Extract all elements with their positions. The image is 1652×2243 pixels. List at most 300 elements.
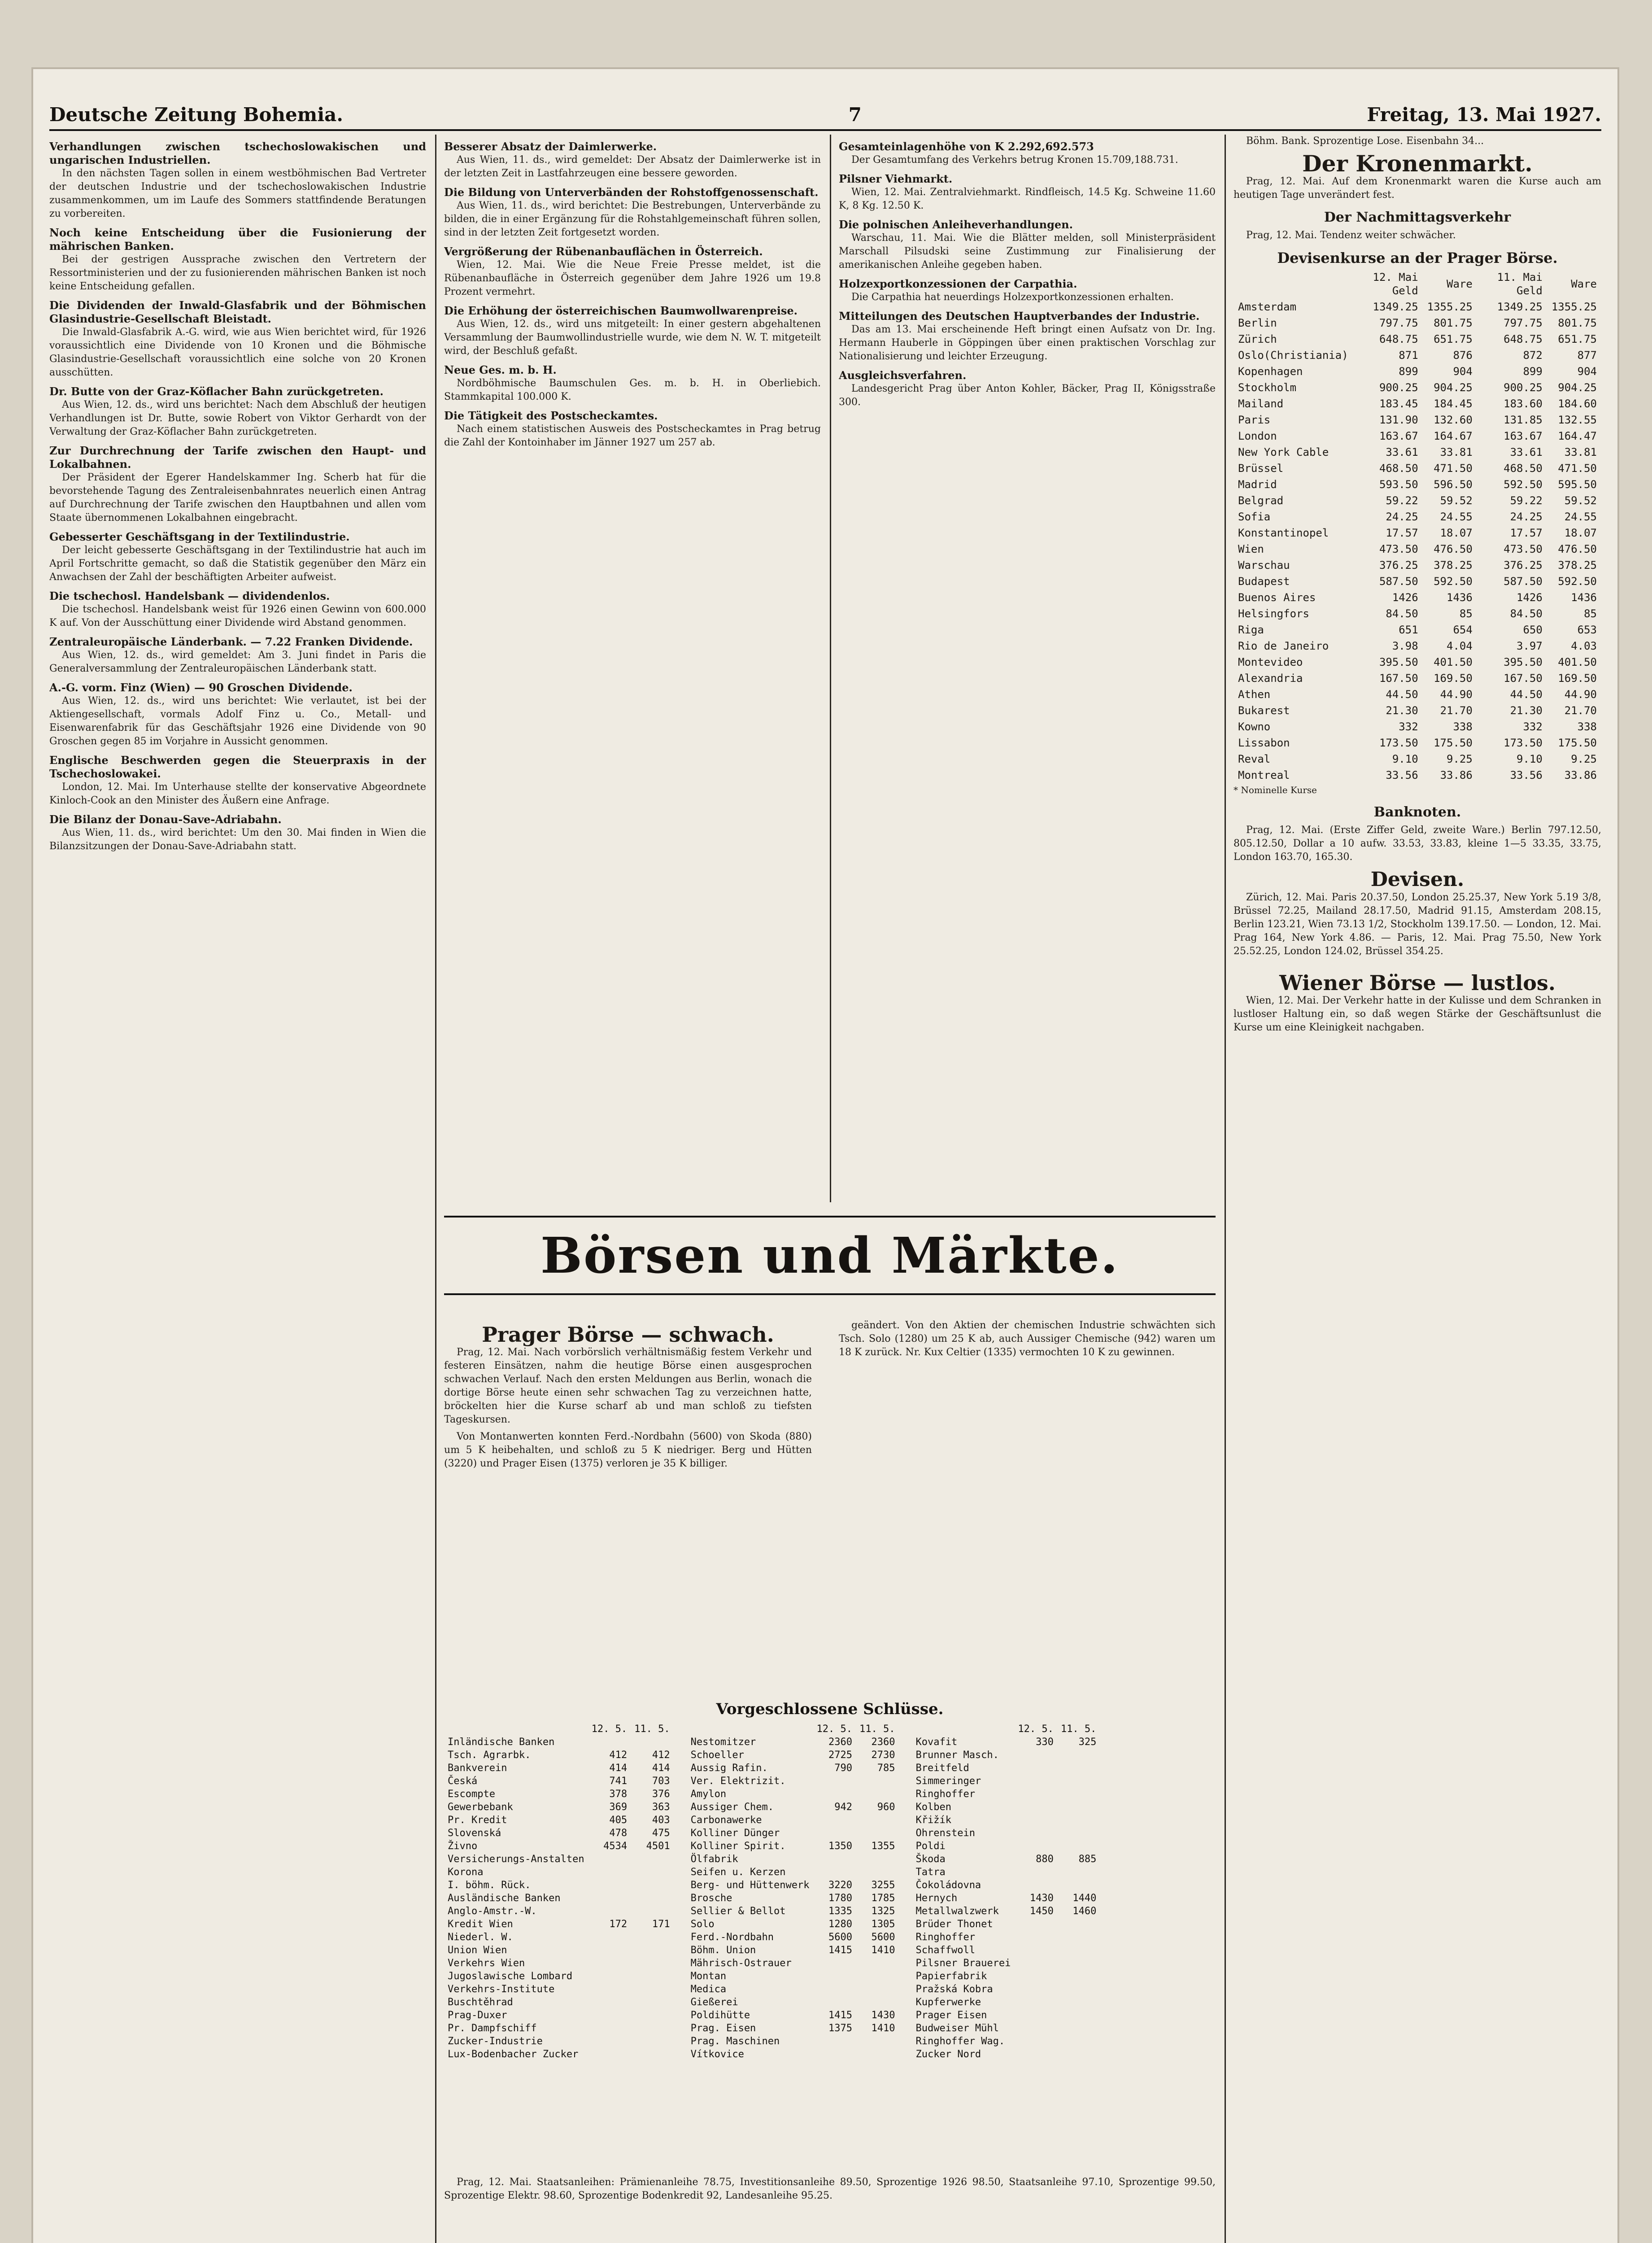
security-name: Tsch. Agrarbk. (448, 1750, 531, 1761)
fx-value: 167.50 (1379, 672, 1418, 685)
column-rule (830, 135, 831, 1202)
fx-value: 33.61 (1386, 446, 1418, 458)
security-price (1057, 1996, 1100, 2009)
sch-row (444, 1983, 674, 1996)
fx-value: 651.75 (1434, 333, 1473, 345)
fx-value: 59.52 (1440, 494, 1473, 507)
security-name: Brosche (690, 1893, 732, 1904)
fx-value: 3.97 (1517, 640, 1543, 652)
fx-value: 592.50 (1434, 575, 1473, 588)
fx-city: Oslo(Christiania) (1238, 349, 1348, 362)
article-heading: Die Tätigkeit des Postscheckamtes. (444, 409, 658, 422)
fx-row (1234, 557, 1601, 573)
fx-row (1234, 331, 1601, 347)
sch-row (912, 1749, 1100, 1762)
article-text: Aus Wien, 12. ds., wird uns berichtet: Wie verlautet, ist bei der Aktiengesellschaft, vormals Adolf Finz u. Co., Metall- und Eisenwarenfabrik für das Geschäftsjahr 1926 eine Dividende von 90 Groschen gegen 85 im Vorjahre in Aussicht genommen. (49, 695, 426, 747)
fx-value: 132.55 (1558, 414, 1597, 426)
security-price: 1450 (1029, 1906, 1054, 1917)
sch-row (444, 1749, 674, 1762)
sch-row (912, 2048, 1100, 2061)
security-name: Škoda (915, 1854, 946, 1865)
fx-city: Zürich (1238, 333, 1277, 345)
security-price (631, 1970, 673, 1983)
fx-value: 801.75 (1558, 317, 1597, 329)
security-price (1014, 2035, 1057, 2048)
security-price (1057, 2022, 1100, 2035)
security-price (588, 1736, 631, 1749)
page-header (49, 85, 1601, 131)
security-name: Mährisch-Ostrauer (690, 1958, 792, 1969)
security-price (1057, 1957, 1100, 1970)
article-text: Das am 13. Mai erscheinende Heft bringt einen Aufsatz von Dr. Ing. Hermann Hauberle in Göppingen über einen praktischen Vorschlag zur Nationalisierung und leichter Erzeugung. (839, 324, 1216, 362)
fx-value: 378.25 (1434, 559, 1473, 572)
article-heading: Die polnischen Anleiheverhandlungen. (839, 218, 1073, 231)
security-name: Křižík (915, 1815, 951, 1826)
security-price (856, 1814, 898, 1827)
security-price (1014, 1801, 1057, 1814)
fx-row (1234, 622, 1601, 638)
security-price: 363 (652, 1802, 670, 1813)
fx-value: 473.50 (1504, 543, 1543, 555)
fx-city: Montevideo (1238, 656, 1303, 668)
security-name: Prag-Duxer (448, 2010, 507, 2021)
article-heading: Noch keine Entscheidung über die Fusionierung der mährischen Banken. (49, 226, 426, 253)
fx-value: 33.61 (1510, 446, 1543, 458)
fx-value: 648.75 (1504, 333, 1543, 345)
fx-value: 85 (1459, 607, 1473, 620)
fx-value: 173.50 (1379, 737, 1418, 749)
sch-col-header: 11. 5. (634, 1724, 670, 1735)
masthead: Deutsche Zeitung Bohemia. (49, 104, 343, 126)
security-name: Kredit Wien (448, 1919, 513, 1930)
security-price (1014, 2048, 1057, 2061)
devisen-heading: Devisen. (1370, 868, 1465, 891)
security-price: 330 (1036, 1737, 1054, 1748)
sch-row (444, 2035, 674, 2048)
fx-value: 169.50 (1558, 672, 1597, 685)
article-text: Wien, 12. Mai. Zentralviehmarkt. Rindfleisch, 14.5 Kg. Schweine 11.60 K, 8 Kg. 12.50 K. (839, 187, 1216, 211)
security-price (631, 1944, 673, 1957)
security-name: Pilsner Brauerei (915, 1958, 1011, 1969)
fx-value: 871 (1399, 349, 1418, 362)
security-price (588, 2009, 631, 2022)
fx-col-header: 12. Mai Geld (1373, 271, 1418, 297)
fx-city: Stockholm (1238, 381, 1297, 394)
security-price: 369 (609, 1802, 628, 1813)
fx-city: New York Cable (1238, 446, 1329, 458)
article-column-3 (839, 135, 1216, 1202)
prager-heading: Prager Börse — schwach. (482, 1322, 774, 1347)
fx-city: Kowno (1238, 720, 1271, 733)
security-price: 378 (609, 1789, 628, 1800)
fx-value: 376.25 (1379, 559, 1418, 572)
security-price (1014, 1814, 1057, 1827)
security-price (631, 1879, 673, 1892)
fx-value: 184.45 (1434, 397, 1473, 410)
security-name: Brunner Masch. (915, 1750, 999, 1761)
fx-value: 18.07 (1440, 527, 1473, 539)
sch-col-header: 11. 5. (859, 1724, 895, 1735)
fx-value: 44.50 (1510, 688, 1543, 701)
security-name: Brüder Thonet (915, 1919, 993, 1930)
fx-value: 1349.25 (1497, 301, 1543, 313)
fx-value: 338 (1577, 720, 1597, 733)
security-price: 2725 (828, 1750, 852, 1761)
fx-value: 468.50 (1504, 462, 1543, 475)
sch-row (687, 1827, 899, 1840)
security-price (813, 1814, 856, 1827)
sch-row (912, 1879, 1100, 1892)
fx-value: 4.03 (1571, 640, 1597, 652)
security-name: Zucker-Industrie (448, 2036, 543, 2047)
fx-city: Athen (1238, 688, 1271, 701)
security-price: 412 (609, 1750, 628, 1761)
security-price (588, 1931, 631, 1944)
fx-row (1234, 686, 1601, 703)
article-heading: Zur Durchrechnung der Tarife zwischen den Haupt- und Lokalbahnen. (49, 444, 426, 471)
security-price (1057, 1762, 1100, 1775)
article-text: Bei der gestrigen Aussprache zwischen den Vertretern der Ressortministerien und der zu fusionierenden mährischen Banken ist noch keine Entscheidung gefallen. (49, 254, 426, 292)
security-name: Ver. Elektrizit. (690, 1776, 786, 1787)
security-name: Böhm. Union (690, 1945, 756, 1956)
prager-boerse-continued (839, 1319, 1216, 1687)
security-price: 1460 (1072, 1906, 1097, 1917)
security-price: 1780 (828, 1893, 852, 1904)
prager-text-1: Prag, 12. Mai. Nach vorbörslich verhältnismäßig festem Verkehr und festeren Einsätzen, nahm die heutige Börse einen ausgesprochen schwachen Verlauf. Nach den ersten Meldungen aus Berlin, wonach die dortige Börse heute einen sehr schwachen Tag zu verzeichnen hatte, bröckelten hier die Kurse scharf ab und man schloß zu tiefsten Tageskursen. (444, 1347, 812, 1425)
security-price (631, 1931, 673, 1944)
security-price (813, 1827, 856, 1840)
fx-heading: Devisenkurse an der Prager Börse. (1277, 249, 1558, 266)
security-price (1057, 1931, 1100, 1944)
security-price: 1410 (871, 2023, 895, 2034)
security-price: 171 (652, 1919, 670, 1930)
fx-value: 184.60 (1558, 397, 1597, 410)
sch-row (687, 1983, 899, 1996)
security-price (1014, 1879, 1057, 1892)
security-price (631, 2048, 673, 2061)
fx-city: Berlin (1238, 317, 1277, 329)
fx-value: 9.10 (1517, 753, 1543, 765)
sch-row (687, 1749, 899, 1762)
security-price: 2360 (828, 1737, 852, 1748)
security-name: Versicherungs-Anstalten (448, 1854, 584, 1865)
security-price (1057, 1918, 1100, 1931)
security-name: Kolliner Dünger (690, 1828, 780, 1839)
afternoon-text: Prag, 12. Mai. Tendenz weiter schwächer. (1246, 230, 1456, 241)
fx-value: 163.67 (1379, 430, 1418, 442)
sch-row (687, 1853, 899, 1866)
fx-value: 651 (1399, 624, 1418, 636)
fx-value: 395.50 (1379, 656, 1418, 668)
article-text: London, 12. Mai. Im Unterhause stellte der konservative Abgeordnete Kinloch-Cook an den Minister des Äußern eine Anfrage. (49, 781, 426, 806)
sch-row (912, 1788, 1100, 1801)
security-price (631, 2035, 673, 2048)
security-price (588, 1892, 631, 1905)
security-name: Kovafit (915, 1737, 958, 1748)
security-price (813, 1957, 856, 1970)
newspaper-page (31, 67, 1619, 2243)
sch-row (912, 1970, 1100, 1983)
schluesse-table-3 (912, 1723, 1100, 2061)
fx-city: Mailand (1238, 397, 1284, 410)
article-text: Aus Wien, 11. ds., wird berichtet: Die Bestrebungen, Unterverbände zu bilden, die in einer Ergänzung für die Rohstahlgemeinschaft führen sollen, sind in der letzten Zeit fortgesetzt worden. (444, 200, 821, 238)
security-price: 403 (652, 1815, 670, 1826)
sch-col-header: 11. 5. (1060, 1724, 1097, 1735)
security-price (1014, 2022, 1057, 2035)
intro-text: Böhm. Bank. Sprozentige Lose. Eisenbahn 34... (1246, 135, 1484, 147)
security-price: 1375 (828, 2023, 852, 2034)
prager-boerse-article (444, 1319, 812, 1687)
sch-row (444, 1775, 674, 1788)
fx-value: 173.50 (1504, 737, 1543, 749)
fx-value: 131.85 (1504, 414, 1543, 426)
sch-row (912, 1892, 1100, 1905)
security-price: 475 (652, 1828, 670, 1839)
fx-row (1234, 541, 1601, 557)
sch-row (687, 1931, 899, 1944)
fx-value: 876 (1453, 349, 1473, 362)
security-price (856, 1788, 898, 1801)
sch-row (444, 1788, 674, 1801)
fx-row (1234, 525, 1601, 541)
fx-value: 471.50 (1558, 462, 1597, 475)
fx-value: 33.56 (1386, 769, 1418, 781)
security-price: 785 (877, 1763, 895, 1774)
sch-row (687, 1762, 899, 1775)
security-price: 325 (1078, 1737, 1097, 1748)
fx-city: Amsterdam (1238, 301, 1297, 313)
fx-value: 164.47 (1558, 430, 1597, 442)
security-price (1014, 1918, 1057, 1931)
security-name: Korona (448, 1867, 484, 1878)
fx-value: 84.50 (1386, 607, 1418, 620)
fx-value: 4.04 (1447, 640, 1473, 652)
sch-row (687, 1892, 899, 1905)
article-heading: Besserer Absatz der Daimlerwerke. (444, 140, 657, 153)
sch-col-header: 12. 5. (591, 1724, 628, 1735)
article-text: In den nächsten Tagen sollen in einem westböhmischen Bad Vertreter der deutschen Industrie und der tschechoslowakischen Industrie zusammenkommen, um im Laufe des Sommers stattfindende Beratungen zu vorbereiten. (49, 168, 426, 219)
security-price: 703 (652, 1776, 670, 1787)
security-price: 741 (609, 1776, 628, 1787)
security-price (631, 1905, 673, 1918)
security-price: 414 (652, 1763, 670, 1774)
article-text: Landesgericht Prag über Anton Kohler, Bäcker, Prag II, Königsstraße 300. (839, 383, 1216, 408)
fx-value: 183.45 (1379, 397, 1418, 410)
issue-date: Freitag, 13. Mai 1927. (1367, 104, 1601, 126)
security-name: Poldi (915, 1841, 946, 1852)
sch-row (912, 1918, 1100, 1931)
article-text: Der Präsident der Egerer Handelskammer Ing. Scherb hat für die bevorstehende Tagung des Zentraleisenbahnrates neuerlich einen Antrag auf Durchrechnung der Tarife zwischen den Hauptbahnen und allen vom Staate übernommenen Lokalbahnen eingebracht. (49, 472, 426, 524)
fx-city: Riga (1238, 624, 1264, 636)
fx-row (1234, 363, 1601, 380)
security-price: 960 (877, 1802, 895, 1813)
fx-value: 801.75 (1434, 317, 1473, 329)
security-price (1014, 1749, 1057, 1762)
fx-value: 797.75 (1504, 317, 1543, 329)
fx-value: 654 (1453, 624, 1473, 636)
security-name: Simmeringer (915, 1776, 981, 1787)
fx-value: 3.98 (1392, 640, 1418, 652)
security-price: 790 (834, 1763, 852, 1774)
security-name: Aussiger Chem. (690, 1802, 774, 1813)
sch-row (687, 1775, 899, 1788)
fx-value: 21.70 (1440, 704, 1473, 717)
fx-value: 21.30 (1510, 704, 1543, 717)
security-price: 880 (1036, 1854, 1054, 1865)
sch-row (687, 1788, 899, 1801)
prager-text-2: Von Montanwerten konnten Ferd.-Nordbahn (5600) von Skoda (880) um 5 K heibehalten, und schloß zu 5 K niedriger. Berg und Hütten (3220) und Prager Eisen (1375) verloren je 35 K billiger. (444, 1431, 812, 1469)
security-price (1014, 1996, 1057, 2009)
security-name: Verkehrs-Institute (448, 1984, 555, 1995)
security-price (631, 1996, 673, 2009)
sch-row (444, 1892, 674, 1905)
sch-row (687, 1736, 899, 1749)
fx-value: 1426 (1392, 591, 1418, 604)
security-price: 3220 (828, 1880, 852, 1891)
security-name: Nestomitzer (690, 1737, 756, 1748)
security-price (856, 1996, 898, 2009)
fx-value: 18.07 (1564, 527, 1597, 539)
security-name: Pražská Kobra (915, 1984, 993, 1995)
afternoon-heading: Der Nachmittagsverkehr (1324, 209, 1511, 225)
article-heading: Englische Beschwerden gegen die Steuerpraxis in der Tschechoslowakei. (49, 754, 426, 780)
fx-value: 476.50 (1558, 543, 1597, 555)
fx-value: 376.25 (1504, 559, 1543, 572)
sch-row (444, 2022, 674, 2035)
security-price (813, 2048, 856, 2061)
article-text: Der leicht gebesserte Geschäftsgang in der Textilindustrie hat auch im April Fortschritte gemacht, so daß die Statistik gegenüber den März ein Anwachsen der Zahl der beschäftigten Arbeiter aufweist. (49, 545, 426, 583)
security-name: Solo (690, 1919, 715, 1930)
article-text: Aus Wien, 12. ds., wird gemeldet: Am 3. Juni findet in Paris die Generalversammlung der Zentraleuropäischen Länderbank statt. (49, 650, 426, 674)
fx-city: Kopenhagen (1238, 365, 1303, 378)
security-price (856, 1775, 898, 1788)
security-price (813, 1775, 856, 1788)
security-price (1057, 1749, 1100, 1762)
security-name: Prager Eisen (915, 2010, 987, 2021)
sch-row (912, 1840, 1100, 1853)
security-price (813, 1996, 856, 2009)
article-text: Der Gesamtumfang des Verkehrs betrug Kronen 15.709,188.731. (851, 154, 1178, 166)
fx-value: 175.50 (1558, 737, 1597, 749)
sch-row (912, 1983, 1100, 1996)
security-name: Bankverein (448, 1763, 507, 1774)
security-name: Kupferwerke (915, 1997, 981, 2008)
fx-value: 1355.25 (1427, 301, 1473, 313)
article-heading: Dr. Butte von der Graz-Köflacher Bahn zurückgetreten. (49, 385, 384, 398)
security-name: Slovenská (448, 1828, 501, 1839)
security-name: Kolben (915, 1802, 951, 1813)
fx-value: 169.50 (1434, 672, 1473, 685)
fx-value: 904.25 (1434, 381, 1473, 394)
security-price (1014, 1762, 1057, 1775)
security-price (856, 2035, 898, 2048)
fx-value: 59.52 (1564, 494, 1597, 507)
fx-value: 648.75 (1379, 333, 1418, 345)
security-name: Verkehrs Wien (448, 1958, 525, 1969)
security-name: Ohrenstein (915, 1828, 975, 1839)
fx-value: 653 (1577, 624, 1597, 636)
fx-value: 332 (1523, 720, 1543, 733)
security-price: 1785 (871, 1893, 895, 1904)
fx-value: 9.10 (1392, 753, 1418, 765)
fx-value: 33.56 (1510, 769, 1543, 781)
security-name: Carbonawerke (690, 1815, 762, 1826)
article-text: Die Inwald-Glasfabrik A.-G. wird, wie aus Wien berichtet wird, für 1926 voraussichtlich eine Dividende von 10 Kronen und die Böhmische Glasindustrie-Gesellschaft voraussichtlich eine solche von 20 Kronen ausschütten. (49, 327, 426, 378)
fx-value: 21.30 (1386, 704, 1418, 717)
fx-row (1234, 751, 1601, 767)
sch-row (912, 1853, 1100, 1866)
sch-row (444, 1905, 674, 1918)
security-price (1014, 1983, 1057, 1996)
fx-city: Wien (1238, 543, 1264, 555)
fx-city: Madrid (1238, 478, 1277, 491)
sch-row (444, 1879, 674, 1892)
article-heading: Die Dividenden der Inwald-Glasfabrik und der Böhmischen Glasindustrie-Gesellschaft Bleistadt. (49, 299, 426, 325)
fx-city: Bukarest (1238, 704, 1290, 717)
sch-row (687, 2009, 899, 2022)
article-heading: Die Bilanz der Donau-Save-Adriabahn. (49, 813, 282, 826)
sch-row (687, 1879, 899, 1892)
security-name: Lux-Bodenbacher Zucker (448, 2049, 579, 2060)
sch-row (444, 1801, 674, 1814)
security-price: 1325 (871, 1906, 895, 1917)
security-price: 3255 (871, 1880, 895, 1891)
sch-row (444, 1853, 674, 1866)
security-price (1057, 1801, 1100, 1814)
security-price (813, 1853, 856, 1866)
fx-value: 9.25 (1571, 753, 1597, 765)
security-name: Union Wien (448, 1945, 507, 1956)
security-price: 1350 (828, 1841, 852, 1852)
fx-row (1234, 412, 1601, 428)
fx-value: 592.50 (1504, 478, 1543, 491)
security-name: Medica (690, 1984, 727, 1995)
security-price (631, 1866, 673, 1879)
column-rule (1225, 135, 1226, 2243)
security-price: 942 (834, 1802, 852, 1813)
article-heading: Mitteilungen des Deutschen Hauptverbandes der Industrie. (839, 310, 1200, 323)
fx-value: 904.25 (1558, 381, 1597, 394)
fx-value: 17.57 (1510, 527, 1543, 539)
fx-value: 338 (1453, 720, 1473, 733)
fx-value: 175.50 (1434, 737, 1473, 749)
fx-value: 596.50 (1434, 478, 1473, 491)
fx-value: 59.22 (1510, 494, 1543, 507)
sch-row (687, 1866, 899, 1879)
article-heading: Verhandlungen zwischen tschechoslowakischen und ungarischen Industriellen. (49, 140, 426, 166)
security-price (588, 1944, 631, 1957)
security-price (631, 1983, 673, 1996)
fx-row (1234, 460, 1601, 476)
security-price: 5600 (828, 1932, 852, 1943)
sch-row (444, 2009, 674, 2022)
sch-row (687, 1996, 899, 2009)
security-name: Ausländische Banken (448, 1893, 561, 1904)
fx-value: 33.81 (1440, 446, 1473, 458)
fx-row (1234, 428, 1601, 444)
article-heading: Ausgleichsverfahren. (839, 369, 967, 382)
fx-value: 21.70 (1564, 704, 1597, 717)
fx-value: 33.86 (1564, 769, 1597, 781)
security-name: Inländische Banken (448, 1737, 555, 1748)
sch-row (687, 1918, 899, 1931)
sch-row (912, 1957, 1100, 1970)
security-price (588, 1879, 631, 1892)
devisen-text: Zürich, 12. Mai. Paris 20.37.50, London 25.25.37, New York 5.19 3/8, Brüssel 72.25, Mailand 28.17.50, Madrid 91.15, Amsterdam 208.15, Berlin 123.21, Wien 73.13 1/2, Stockholm 139.17.50. — London, 12. Mai. Prag 164, New York 4.86. — Paris, 12. Mai. Prag 75.50, New York 25.52.25, London 124.02, Brüssel 354.25. (1234, 892, 1601, 957)
sch-row (912, 2035, 1100, 2048)
article-heading: Die Bildung von Unterverbänden der Rohstoffgenossenschaft. (444, 186, 819, 199)
security-price (1057, 1983, 1100, 1996)
